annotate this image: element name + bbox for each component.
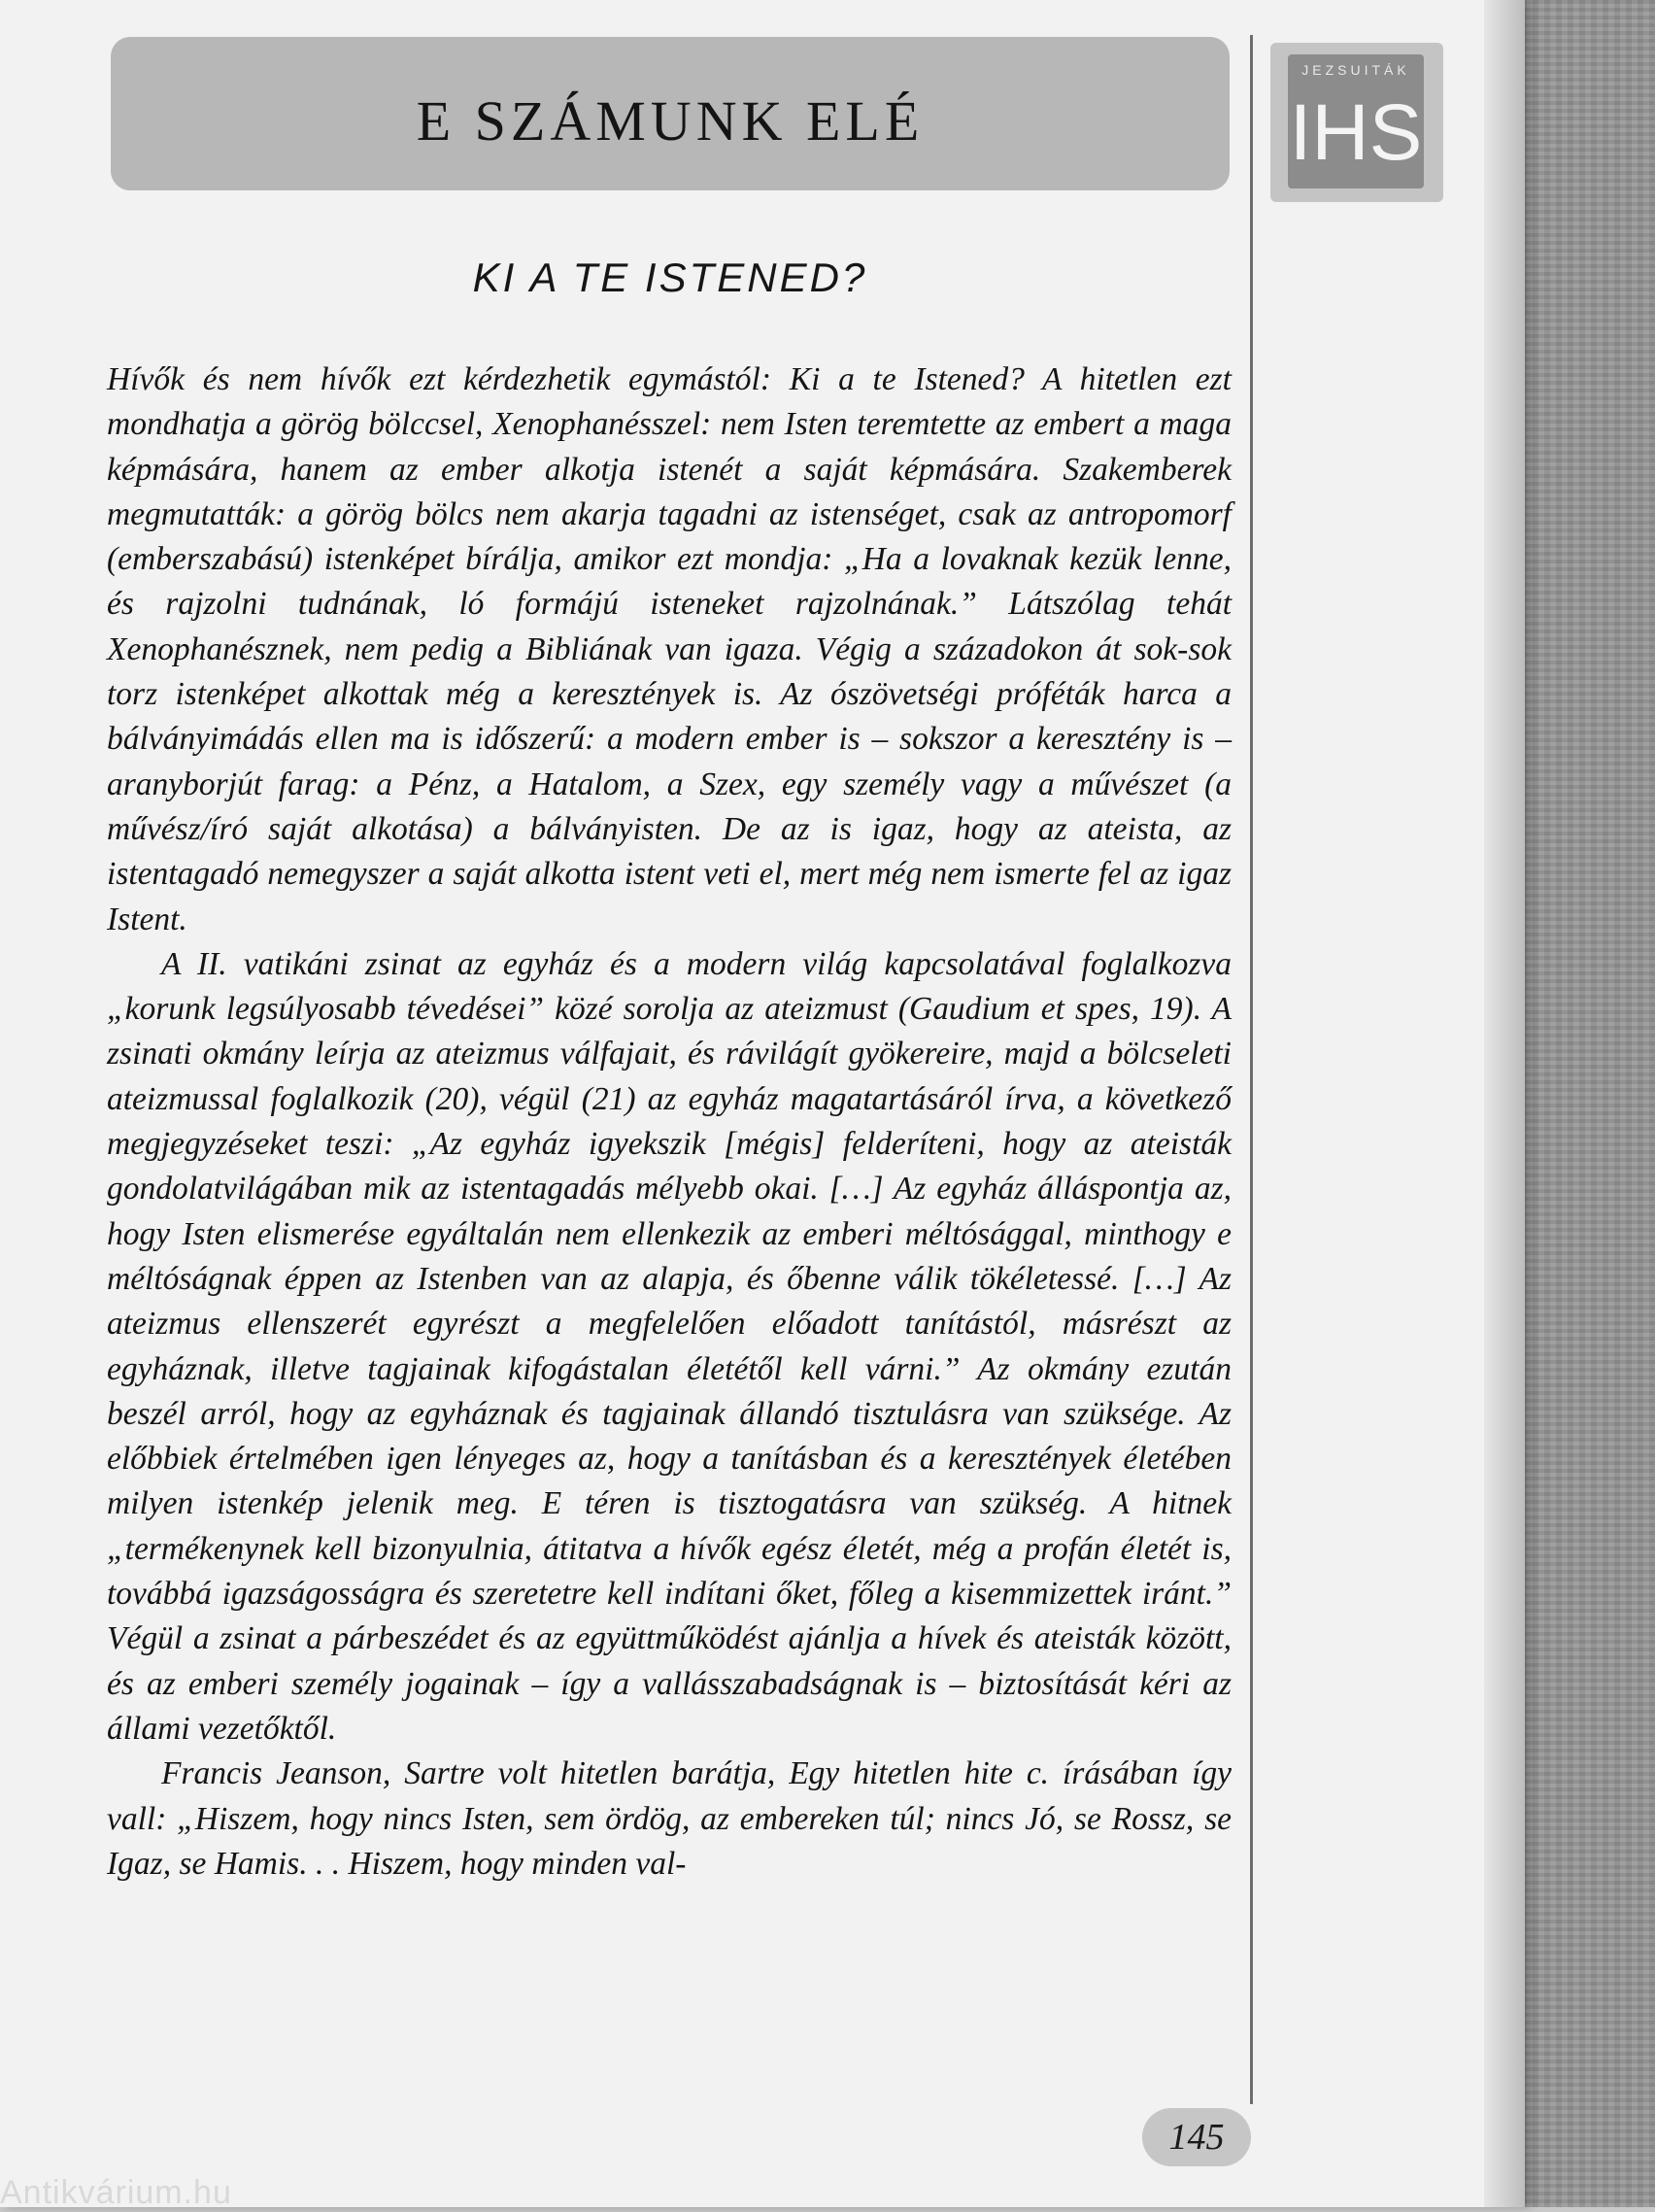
logo-monogram: IHS: [1289, 88, 1423, 177]
section-title: E SZÁMUNK ELÉ: [416, 88, 925, 153]
logo-caption: JEZSUITÁK: [1301, 62, 1410, 78]
article-title: KI A TE ISTENED?: [472, 255, 868, 300]
ihs-logo: [1270, 43, 1443, 202]
page-number-badge: [1142, 2108, 1251, 2166]
article-body: [107, 357, 1232, 1887]
paragraph: Hívők és nem hívők ezt kérdezhetik egymástól: Ki a te Istened? A hitetlen ezt mondhatja a görög bölccsel, Xenophanésszel: nem Isten teremtette az embert a maga képmására, hanem az ember alkotja istenét a saját képmására. Szakemberek megmutatták: a görög bölcs nem akarja tagadni az istenséget, csak az antropomorf (emberszabású) istenképet bírálja, amikor ezt mondja: „Ha a lovaknak kezük lenne, és rajzolni tudnának, ló formájú isteneket rajzolnának.” Látszólag tehát Xenophanésznek, nem pedig a Bibliának van igaza. Végig a századokon át sok-sok torz istenképet alkottak még a keresztények is. Az ószövetségi próféták harca a bálványimádás ellen ma is időszerű: a modern ember is – sokszor a keresztény is – aranyborjút farag: a Pénz, a Hatalom, a Szex, egy személy vagy a művészet (a művész/író saját alkotása) a bálványisten. De az is igaz, hogy az ateista, az istentagadó nemegyszer a saját alkotta istent veti el, mert még nem ismerte fel az igaz Istent.: [107, 361, 1232, 937]
logo-emblem: [1288, 54, 1424, 188]
paragraph: A II. vatikáni zsinat az egyház és a modern világ kapcsolatával foglalkozva „korunk legsúlyosabb tévedései” közé sorolja az ateizmust (Gaudium et spes, 19). A zsinati okmány leírja az ateizmus válfajait, és rávilágít gyökereire, majd a bölcseleti ateizmussal foglalkozik (20), végül (21) az egyház magatartásáról írva, a következő megjegyzéseket teszi: „Az egyház igyekszik [mégis] felderíteni, hogy az ateisták gondolatvilágában mik az istentagadás mélyebb okai. […] Az egyház álláspontja az, hogy Isten elismerése egyáltalán nem ellenkezik az emberi méltósággal, minthogy e méltóságnak éppen az Istenben van az alapja, és őbenne válik tökéletessé. […] Az ateizmus ellenszerét egyrészt a megfelelően előadott tanítástól, másrészt az egyháznak, illetve tagjainak kifogástalan életétől kell várni.” Az okmány ezután beszél arról, hogy az egyháznak és tagjainak állandó tisztulásra van szüksége. Az előbbiek értelmében igen lényeges az, hogy a tanításban és a keresztények életében milyen istenkép jelenik meg. E téren is tisztogatásra van szükség. A hitnek „termékenynek kell bizonyulnia, átitatva a hívők egész életét, még a profán életét is, továbbá igazságosságra és szeretetre kell indítani őket, főleg a kisemmizettek iránt.” Végül a zsinat a párbeszédet és az együttműködést ajánlja a hívek és ateisták között, és az emberi személy jogainak – így a vallásszabadságnak is – biztosítását kéri az állami vezetőktől.: [107, 945, 1232, 1747]
watermark-text: Antikvárium.hu: [0, 2174, 232, 2211]
paragraph: Francis Jeanson, Sartre volt hitetlen barátja, Egy hitetlen hite c. írásában így vall: „Hiszem, hogy nincs Isten, sem ördög, az embereken túl; nincs Jó, se Rossz, se Igaz, se Hamis. . . Hiszem, hogy minden val-: [107, 1755, 1232, 1882]
section-banner: [111, 37, 1230, 190]
margin-rule: [1250, 35, 1253, 2104]
page-number: 145: [1168, 2117, 1225, 2158]
page-edge-shadow: [1484, 0, 1525, 2207]
